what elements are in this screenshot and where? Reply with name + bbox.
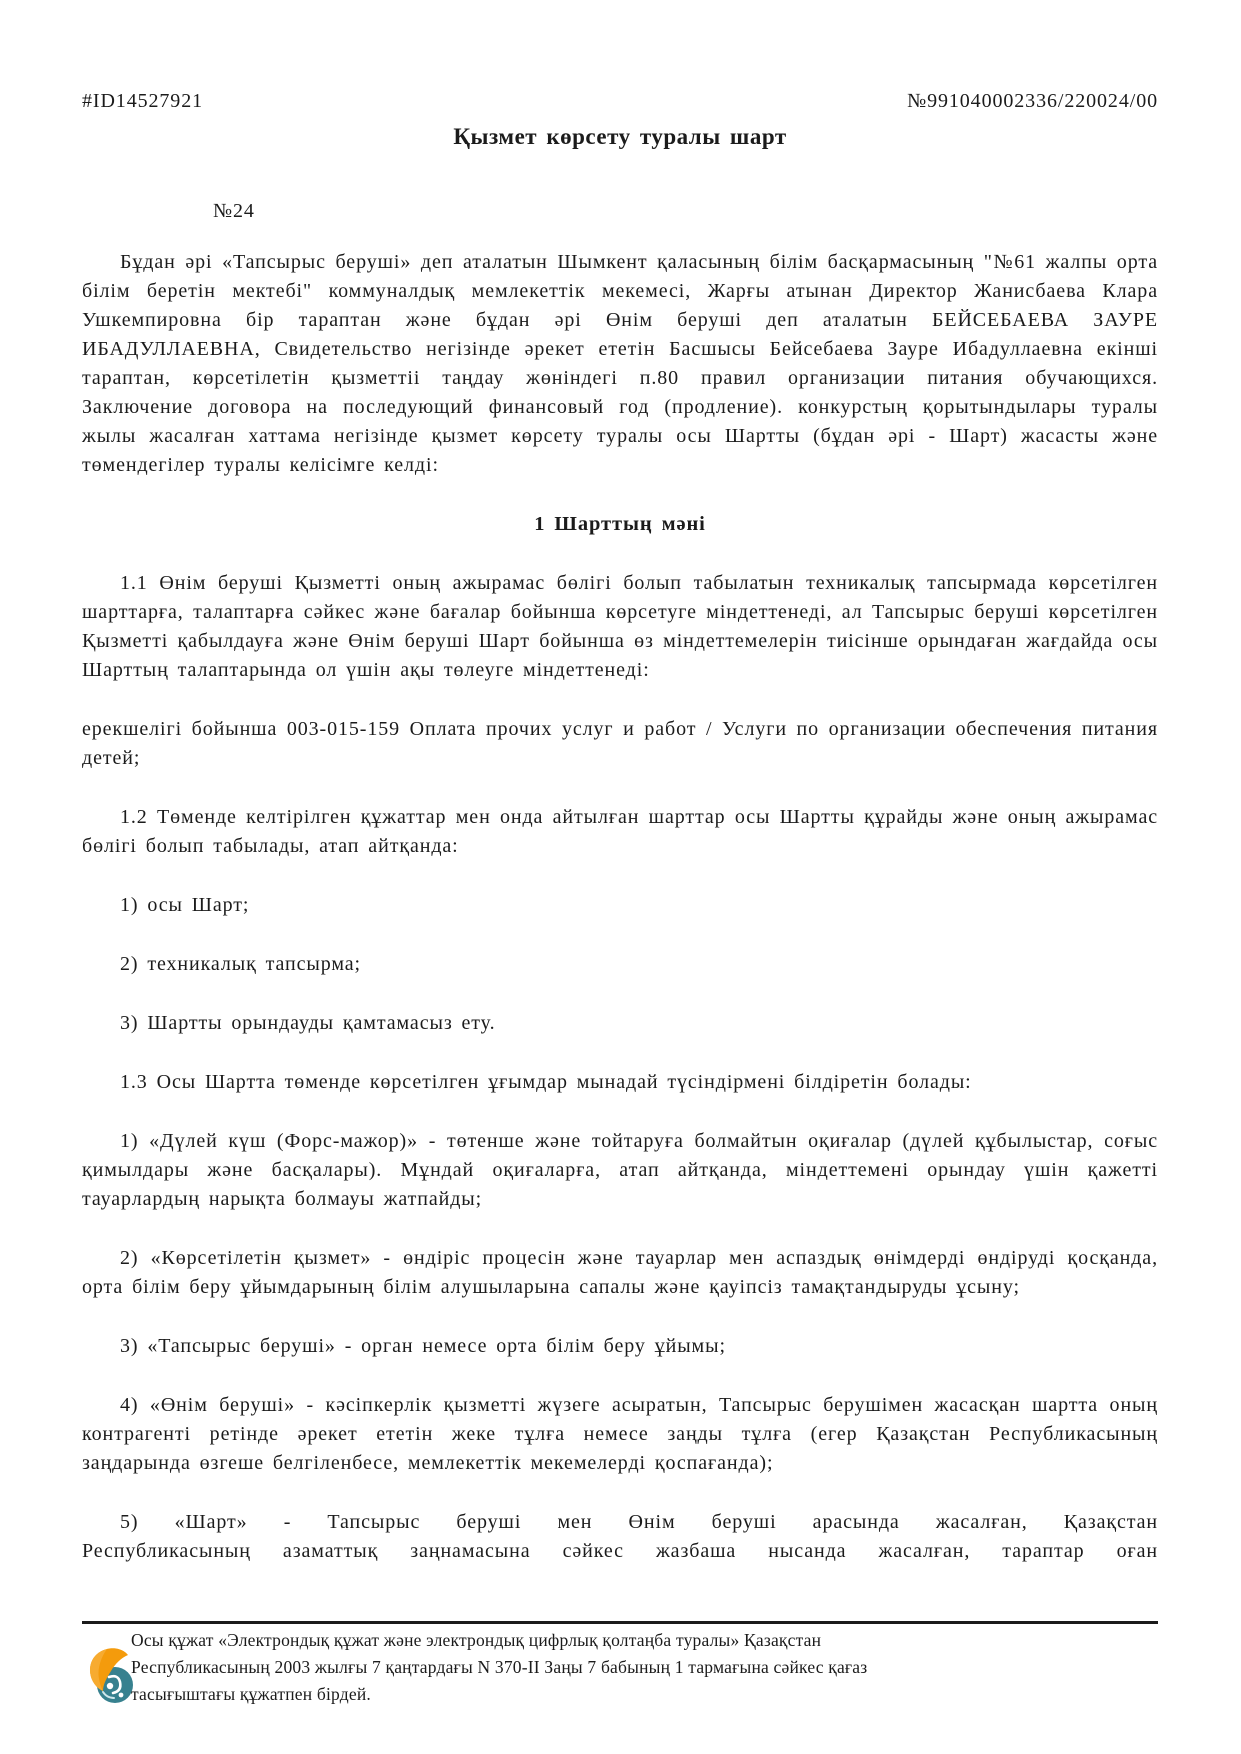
definition-contract-line-2: Республикасының азаматтық заңнамасына сәйкес жазбаша нысанда жасалған, тараптар оған xyxy=(82,1540,1158,1562)
definition-customer: 3) «Тапсырыс беруші» - орган немесе орта білім беру ұйымы; xyxy=(120,1335,726,1357)
footer-line-1: Осы құжат «Электрондық құжат және электрондық цифрлық қолтаңба туралы» Қазақстан xyxy=(131,1630,822,1650)
paragraph-budget-specifics: ерекшелігі бойынша 003-015-159 Оплата прочих услуг и работ / Услуги по организации обеспечения питания детей; xyxy=(82,718,1158,769)
section-1-heading: 1 Шарттың мәні xyxy=(534,513,706,535)
list-item-contract-security: 3) Шартты орындауды қамтамасыз ету. xyxy=(120,1012,496,1034)
definition-force-majeure: 1) «Дүлей күш (Форс-мажор)» - төтенше және тойтаруға болмайтын оқиғалар (дүлей құбылыстар, соғыс қимылдары және басқалары). Мұндай оқиғаларға, атап айтқанда, міндеттемені орындау үшін қажетті тауарлардың нарықта болмауы жатпайды; xyxy=(82,1130,1158,1210)
paragraph-1-1: 1.1 Өнім беруші Қызметті оның ажырамас бөлігі болып табылатын техникалық тапсырмада көрсетілген шарттарға, талаптарға сәйкес және бағалар бойынша көрсетуге міндеттенеді, ал Тапсырыс беруші көрсетілген Қызметті қабылдауға және Өнім беруші Шарт бойынша өз міндеттемелерін тиісінше орындаған жағдайда осы Шарттың талаптарында ол үшін ақы төлеуге міндеттенеді: xyxy=(82,572,1158,681)
footer-line-2: Республикасының 2003 жылғы 7 қаңтардағы N 370-II Заңы 7 бабының 1 тармағына сәйкес қағаз xyxy=(131,1657,868,1677)
footer-line-3: тасығыштағы құжатпен бірдей. xyxy=(131,1684,371,1704)
footer-divider xyxy=(82,1621,1158,1624)
legal-footer xyxy=(131,1627,1061,1708)
document-id: #ID14527921 xyxy=(82,90,204,112)
definition-service: 2) «Көрсетілетін қызмет» - өндіріс процесін және тауарлар мен аспаздық өнімдерді өндіруді қосқанда, орта білім беру ұйымдарының білім алушыларына сапалы және қауіпсіз тамақтандыруды ұсыну; xyxy=(82,1247,1158,1298)
definition-contract-line-1: 5) «Шарт» - Тапсырыс беруші мен Өнім беруші арасында жасалған, Қазақстан xyxy=(120,1511,1158,1533)
intro-paragraph: Бұдан әрі «Тапсырыс беруші» деп аталатын Шымкент қаласының білім басқармасының "№61 жалпы орта білім беретін мектебі" коммуналдық мемлекеттік мекемесі, Жарғы атынан Директор Жанисбаева Клара Ушкемпировна бір тараптан және бұдан әрі Өнім беруші деп аталатын БЕЙСЕБАЕВА ЗАУРЕ ИБАДУЛЛАЕВНА, Свидетельство негізінде әрекет ететін Басшысы Бейсебаева Зауре Ибадуллаевна екінші тараптан, көрсетілетін қызметтіі таңдау жөніндегі п.80 правил организации питания обучающихся. Заключение договора на последующий финансовый год (продление). конкурстың қорытындылары туралы жылы жасалған хаттама негізінде қызмет көрсету туралы осы Шартты (бұдан әрі - Шарт) жасасты және төмендегілер туралы келісімге келді: xyxy=(82,251,1158,476)
page-title: Қызмет көрсету туралы шарт xyxy=(453,124,787,149)
paragraph-1-2: 1.2 Төменде келтірілген құжаттар мен онда айтылған шарттар осы Шартты құрайды және оның ажырамас бөлігі болып табылады, атап айтқанда: xyxy=(82,806,1158,857)
contract-number: №24 xyxy=(213,200,255,222)
document-header xyxy=(82,88,1158,114)
document-content xyxy=(82,88,1158,1566)
definition-supplier: 4) «Өнім беруші» - кәсіпкерлік қызметті жүзеге асыратын, Тапсырыс берушімен жасасқан шартта оның контрагенті ретінде әрекет ететін жеке тұлға немесе заңды тұлға (егер Қазақстан Республикасының заңдарында өзгеше белгіленбесе, мемлекеттік мекемелерді қоспағанда); xyxy=(82,1394,1158,1474)
paragraph-1-3: 1.3 Осы Шартта төменде көрсетілген ұғымдар мынадай түсіндірмені білдіретін болады: xyxy=(120,1071,972,1093)
list-item-technical-task: 2) техникалық тапсырма; xyxy=(120,953,361,975)
list-item-contract: 1) осы Шарт; xyxy=(120,894,250,916)
kazakh-ornament-logo-icon xyxy=(85,1645,137,1707)
document-number: №991040002336/220024/00 xyxy=(907,90,1158,112)
